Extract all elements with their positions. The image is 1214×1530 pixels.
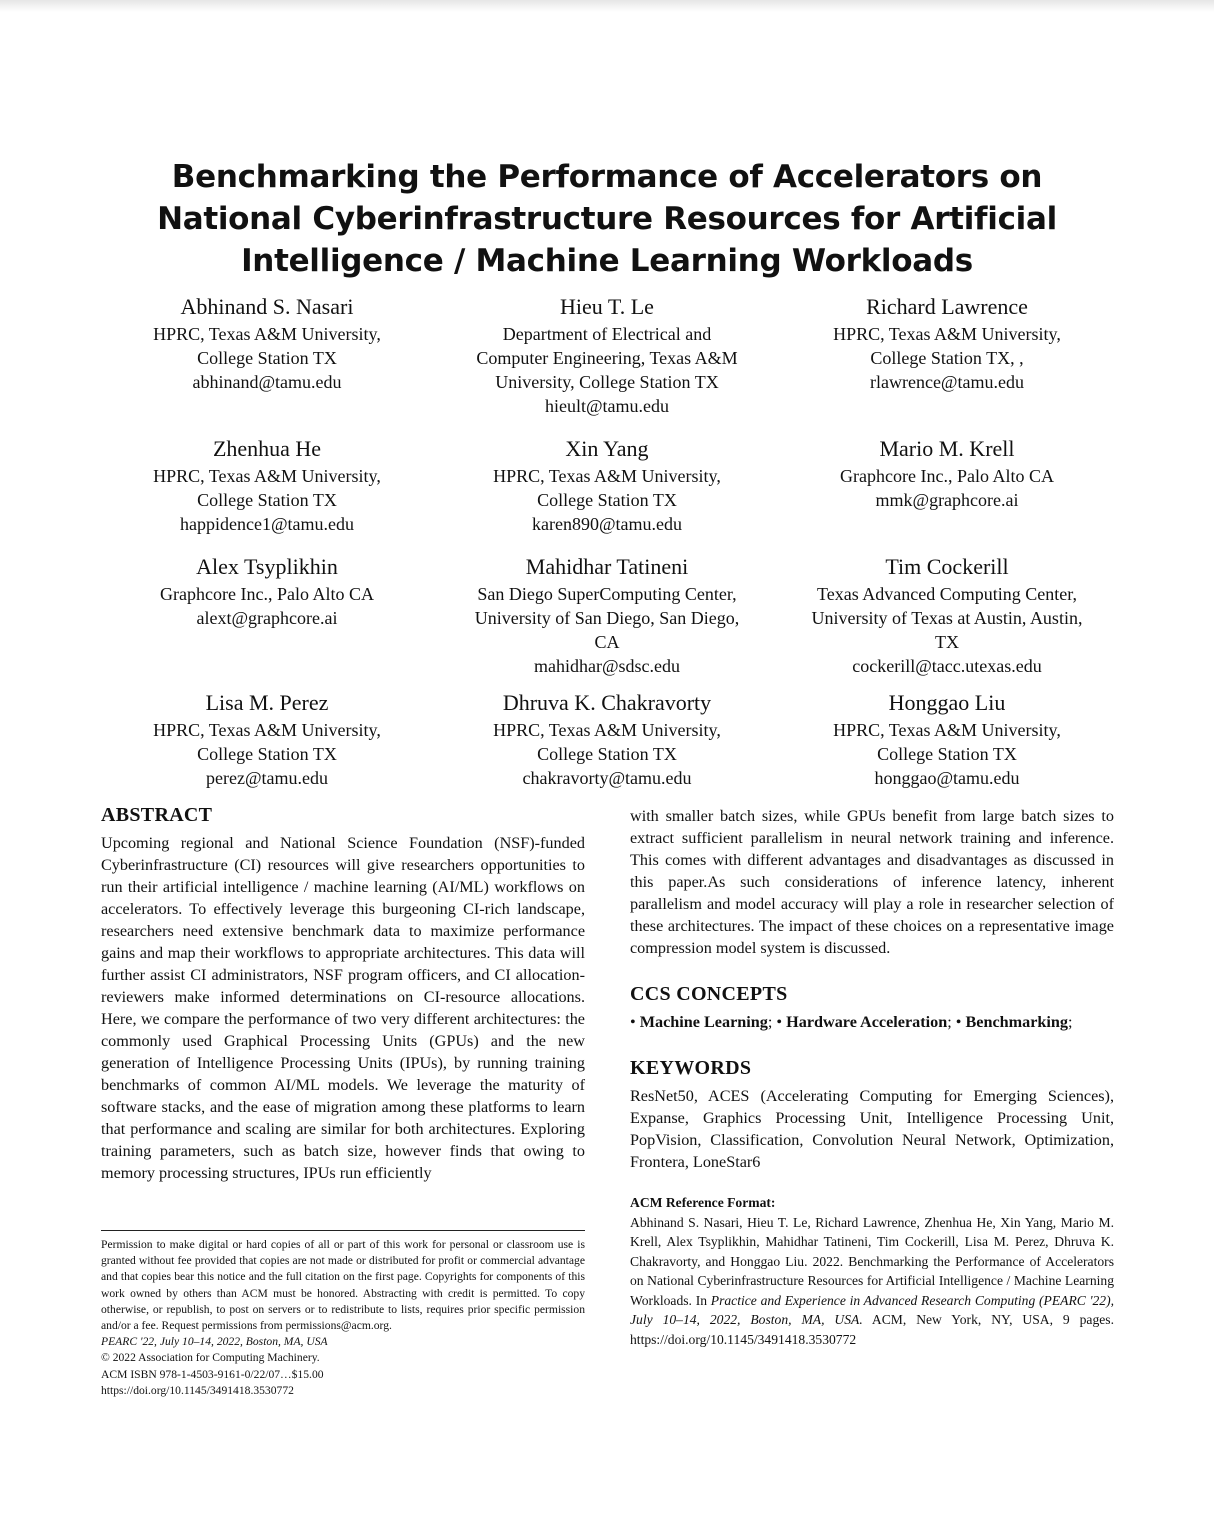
author-entry [440,552,774,678]
author-affiliation: College Station TX [197,348,337,368]
author-block [100,292,1114,790]
author-affiliation: Texas Advanced Computing Center, [817,584,1077,604]
doi-link[interactable]: https://doi.org/10.1145/3491418.3530772 [101,1383,294,1397]
author-entry [780,292,1114,418]
author-affiliation: College Station TX [197,744,337,764]
author-entry [100,434,434,536]
keywords-heading: KEYWORDS [630,1057,752,1079]
author-name: Lisa M. Perez [205,690,329,715]
author-entry [100,552,434,678]
acm-reference-venue: Practice and Experience in Advanced Research Computing (PEARC '22), July 10–14, 2022, Boston, MA, USA. [630,1292,1114,1327]
author-entry [780,688,1114,790]
author-email[interactable]: hieult@tamu.edu [544,396,670,416]
ccs-item: Benchmarking [965,1013,1069,1031]
permission-text: Permission to make digital or hard copies of all or part of this work for personal or classroom use is granted without fee provided that copies are not made or distributed for profit or commercial advantage and that copies bear this notice and the full citation on the first page. Copyrights for components of this work owned by others than ACM must be honored. Abstracting with credit is permitted. To copy otherwise, or republish, to post on servers or to redistribute to lists, requires prior specific permission and/or a fee. Request permissions from permissions@acm.org. [101,1238,585,1333]
author-email[interactable]: rlawrence@tamu.edu [869,372,1024,392]
author-email[interactable]: honggao@tamu.edu [874,768,1020,788]
author-affiliation: San Diego SuperComputing Center, [477,584,737,604]
author-email[interactable]: karen890@tamu.edu [531,514,683,534]
keywords-text: ResNet50, ACES (Accelerating Computing for Emerging Sciences), Expanse, Graphics Processing Unit, Intelligence Processing Unit, PopVision, Classification, Convolution Neural Network, Optimization, Frontera, LoneStar6 [630,1087,1114,1171]
author-entry [100,292,434,418]
right-column [630,805,1114,1349]
author-email[interactable]: cockerill@tacc.utexas.edu [852,656,1042,676]
author-name: Tim Cockerill [885,554,1009,579]
author-email[interactable]: perez@tamu.edu [205,768,329,788]
ccs-concepts: • Machine Learning; • Hardware Acceleration; • Benchmarking; [630,1013,1073,1031]
author-affiliation: Computer Engineering, Texas A&M [476,348,738,368]
author-affiliation: College Station TX [197,490,337,510]
author-affiliation: TX [935,632,959,652]
author-name: Alex Tsyplikhin [196,554,338,579]
copyright-info: © 2022 Association for Computing Machinery. [101,1351,320,1365]
author-affiliation: College Station TX [537,744,677,764]
author-name: Honggao Liu [888,690,1006,715]
abstract-text-right: with smaller batch sizes, while GPUs benefit from large batch sizes to extract sufficient parallelism in neural network training and inference. This comes with different advantages and disadvantages as discussed in this paper.As such considerations of inference latency, inherent parallelism and model accuracy will play a role in researcher selection of these architectures. The impact of these choices on a representative image compression model system is discussed. [630,807,1114,957]
ccs-heading: CCS CONCEPTS [630,983,788,1005]
author-affiliation: HPRC, Texas A&M University, [493,720,721,740]
author-affiliation: HPRC, Texas A&M University, [493,466,721,486]
author-name: Mahidhar Tatineni [525,554,689,579]
author-affiliation: Graphcore Inc., Palo Alto CA [840,466,1054,486]
author-affiliation: HPRC, Texas A&M University, [153,466,381,486]
ccs-item: Hardware Acceleration [786,1013,948,1031]
author-affiliation: HPRC, Texas A&M University, [833,324,1061,344]
acm-reference-heading: ACM Reference Format: [630,1195,776,1210]
author-email[interactable]: alext@graphcore.ai [196,608,338,628]
author-entry [100,688,434,790]
author-affiliation: HPRC, Texas A&M University, [153,720,381,740]
author-affiliation: University, College Station TX [495,372,719,392]
author-affiliation: CA [594,632,620,652]
author-entry [440,688,774,790]
author-name: Dhruva K. Chakravorty [502,690,712,715]
author-affiliation: Graphcore Inc., Palo Alto CA [160,584,374,604]
author-email[interactable]: mmk@graphcore.ai [875,490,1019,510]
author-affiliation: College Station TX, , [870,348,1024,368]
author-name: Richard Lawrence [866,294,1028,319]
author-name: Zhenhua He [212,436,322,461]
author-name: Xin Yang [565,436,649,461]
author-email[interactable]: mahidhar@sdsc.edu [533,656,681,676]
author-entry [780,552,1114,678]
acm-reference-tail: ACM, New York, NY, USA, 9 pages. https://doi.org/10.1145/3491418.3530772 [630,1312,1114,1347]
permission-footnote [101,1230,585,1399]
author-entry [440,292,774,418]
author-affiliation: College Station TX [877,744,1017,764]
conference-info: PEARC '22, July 10–14, 2022, Boston, MA, USA [101,1335,328,1349]
author-affiliation: HPRC, Texas A&M University, [153,324,381,344]
isbn-info: ACM ISBN 978-1-4503-9161-0/22/07…$15.00 [101,1367,324,1381]
author-affiliation: HPRC, Texas A&M University, [833,720,1061,740]
left-column [101,802,585,1184]
author-name: Mario M. Krell [879,436,1015,461]
acm-reference [630,1193,1114,1349]
author-entry [780,434,1114,536]
author-affiliation: College Station TX [537,490,677,510]
abstract-text-left: Upcoming regional and National Science Foundation (NSF)-funded Cyberinfrastructure (CI) resources will give researchers opportunities to run their artificial intelligence / machine learning (AI/ML) workflows on accelerators. To effectively leverage this burgeoning CI-rich landscape, researchers need extensive benchmark data to maximize performance gains and map their workflows to appropriate architectures. This data will further assist CI administrators, NSF program officers, and CI allocation-reviewers make informed determinations on CI-resource allocations. Here, we compare the performance of two very different architectures: the commonly used Graphical Processing Units (GPUs) and the new generation of Intelligence Processing Units (IPUs), by running training benchmarks of common AI/ML models. We leverage the maturity of software stacks, and the ease of migration among these platforms to learn that performance and scaling are similar for both architectures. Exploring training parameters, such as batch size, however finds that owing to memory processing structures, IPUs run efficiently [101,834,585,1182]
author-affiliation: University of Texas at Austin, Austin, [811,608,1083,628]
author-affiliation: University of San Diego, San Diego, [474,608,740,628]
paper-title: Benchmarking the Performance of Accelerators on National Cyberinfrastructure Resources for Artificial Intelligence / Machine Learning Workloads [157,159,1057,279]
top-shadow [0,0,1214,12]
ccs-item: Machine Learning [639,1013,768,1031]
acm-reference-text: Abhinand S. Nasari, Hieu T. Le, Richard Lawrence, Zhenhua He, Xin Yang, Mario M. Krell, Alex Tsyplikhin, Mahidhar Tatineni, Tim Cockerill, Lisa M. Perez, Dhruva K. Chakravorty, and Honggao Liu. 2022. Benchmarking the Performance of Accelerators on National Cyberinfrastructure Resources for Artificial Intelligence / Machine Learning Workloads. In [630,1214,1114,1308]
author-email[interactable]: happidence1@tamu.edu [179,514,354,534]
author-name: Hieu T. Le [560,294,654,319]
author-entry [440,434,774,536]
author-email[interactable]: chakravorty@tamu.edu [522,768,692,788]
abstract-heading: ABSTRACT [101,804,213,826]
author-email[interactable]: abhinand@tamu.edu [192,372,342,392]
author-name: Abhinand S. Nasari [180,294,354,319]
author-affiliation: Department of Electrical and [502,324,712,344]
